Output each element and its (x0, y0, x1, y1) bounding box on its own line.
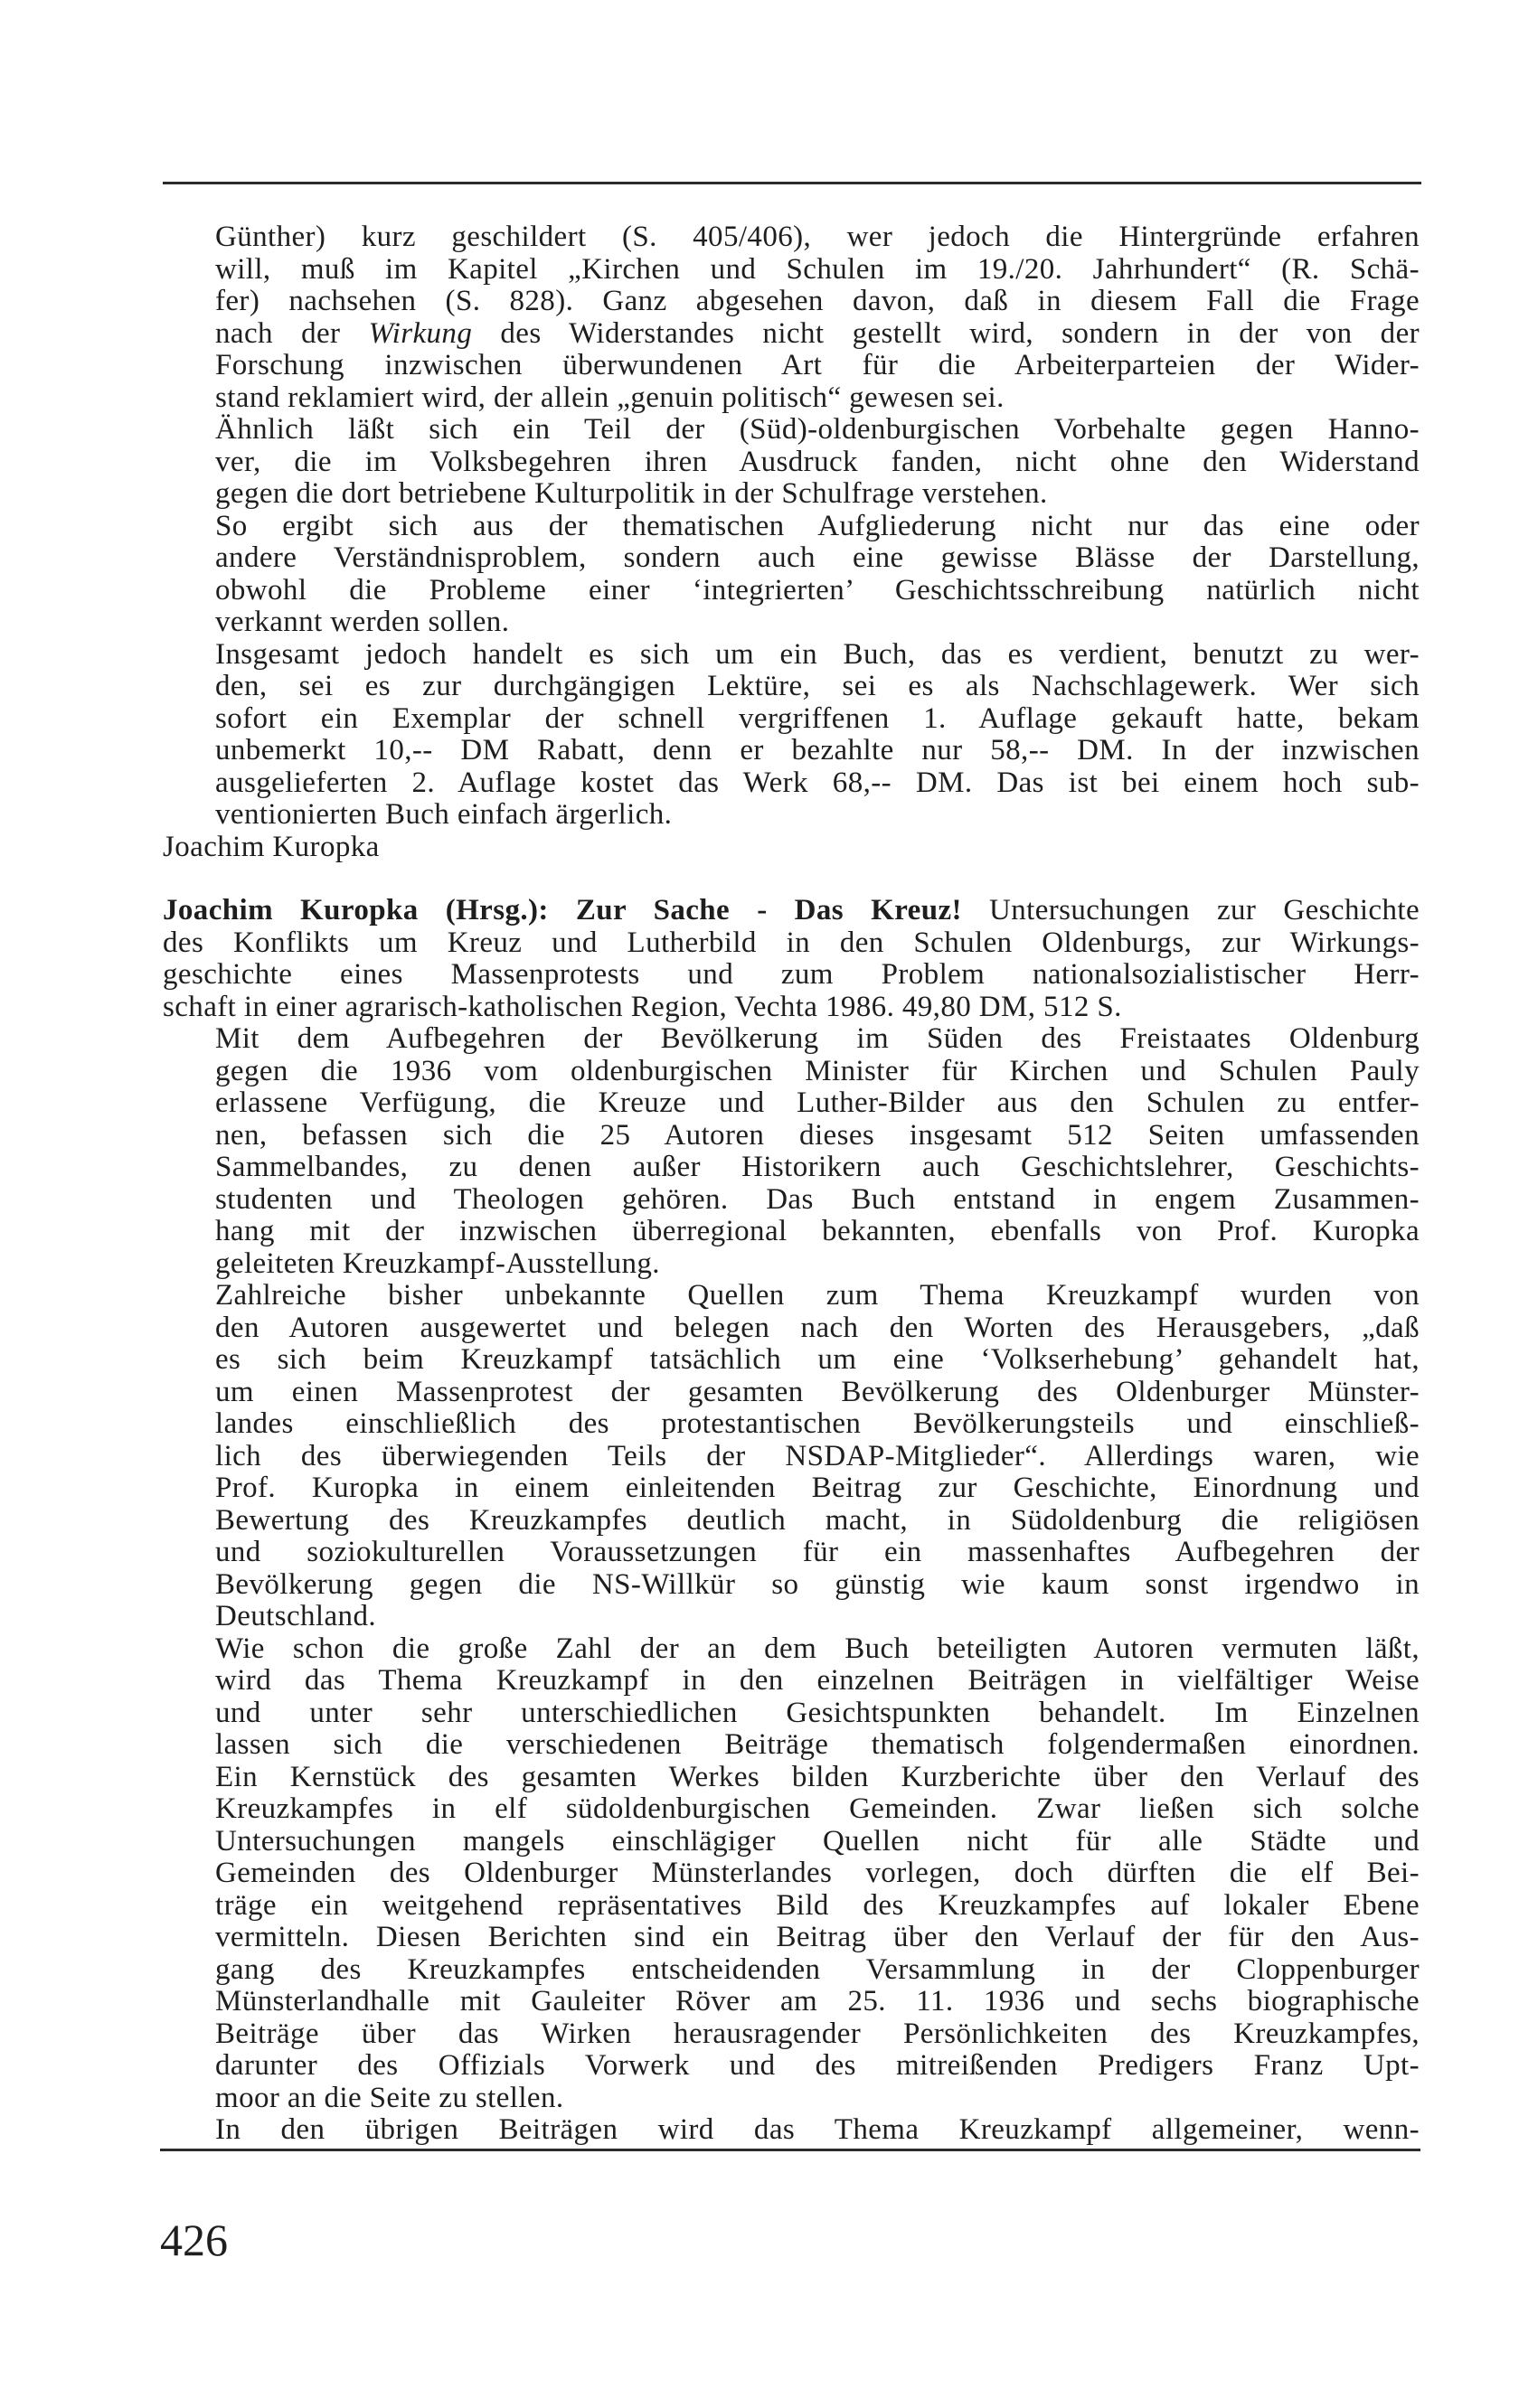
text-run: des Widerstandes nicht gestellt wird, sondern in der von der (472, 316, 1420, 350)
text-run: studenten und Theologen gehören. Das Buch entstand in engem Zusammen- (215, 1182, 1420, 1216)
text-line (215, 1858, 1420, 1890)
text-line (215, 382, 1420, 415)
text-run: den, sei es zur durchgängigen Lektüre, sei es als Nachschlagewerk. Wer sich (215, 670, 1420, 702)
text-run: Untersuchungen mangels einschlägiger Quellen nicht für alle Städte und (215, 1824, 1420, 1858)
text-run: Deutschland. (215, 1600, 377, 1632)
text-line (215, 1023, 1420, 1056)
text-run: lich des überwiegenden Teils der NSDAP-Mitglieder“. Allerdings waren, wie (215, 1439, 1420, 1472)
text-run: unbemerkt 10,-- DM Rabatt, denn er bezahlte nur 58,-- DM. In der inzwischen (215, 734, 1420, 767)
text-run: Kreuzkampfes in elf südoldenburgischen Gemeinden. Zwar ließen sich solche (215, 1792, 1420, 1825)
text-line (215, 1665, 1420, 1698)
text-line (215, 1890, 1420, 1923)
text-line (215, 575, 1420, 607)
text-line (215, 1537, 1420, 1569)
text-run: Joachim Kuropka (Hrsg.): Zur Sache - Das Kreuz! (163, 894, 962, 927)
text-run: darunter des Offizials Vorwerk und des mitreißenden Predigers Franz Upt- (215, 2049, 1420, 2082)
text-line (215, 318, 1420, 351)
text-line (215, 1441, 1420, 1473)
text-run: Wie schon die große Zahl der an dem Buch beteiligten Autoren vermuten läßt, (215, 1632, 1420, 1665)
text-line (215, 703, 1420, 736)
text-line (215, 1826, 1420, 1858)
text-line (163, 895, 1420, 927)
text-run: andere Verständnisproblem, sondern auch eine gewisse Blässe der Darstellung, (215, 541, 1420, 574)
text-run: schaft in einer agrarisch-katholischen Region, Vechta 1986. 49,80 DM, 512 S. (163, 990, 1122, 1023)
text-run: So ergibt sich aus der thematischen Aufgliederung nicht nur das eine oder (215, 509, 1420, 542)
text-line (215, 735, 1420, 767)
bottom-rule (160, 2149, 1420, 2151)
text-line (215, 799, 1420, 832)
text-run: stand reklamiert wird, der allein „genuin politisch“ gewesen sei. (215, 381, 1005, 414)
reviewer-signature: Joachim Kuropka (163, 830, 380, 863)
text-line (215, 1152, 1420, 1184)
text-line (215, 1280, 1420, 1312)
text-run: Bevölkerung gegen die NS-Willkür so günstig wie kaum sonst irgendwo in (215, 1567, 1420, 1601)
text-line (215, 1344, 1420, 1377)
text-line (215, 478, 1420, 511)
text-run: gegen die dort betriebene Kulturpolitik in der Schulfrage verstehen. (215, 477, 1048, 510)
text-run: den Autoren ausgewertet und belegen nach den Worten des Herausgebers, „daß (215, 1311, 1420, 1344)
text-line (215, 1633, 1420, 1666)
text-line (215, 1056, 1420, 1088)
text-line (215, 254, 1420, 287)
text-run: geleiteten Kreuzkampf-Ausstellung. (215, 1246, 660, 1280)
text-line (215, 1569, 1420, 1602)
text-run: träge ein weitgehend repräsentatives Bild des Kreuzkampfes auf lokaler Ebene (215, 1888, 1420, 1922)
page-number: 426 (160, 2215, 228, 2265)
text-run: gegen die 1936 vom oldenburgischen Minister für Kirchen und Schulen Pauly (215, 1054, 1420, 1087)
text-run: Forschung inzwischen überwundenen Art für die Arbeiterparteien der Wider- (215, 349, 1420, 381)
text-run: Zahlreiche bisher unbekannte Quellen zum Thema Kreuzkampf wurden von (215, 1279, 1420, 1312)
text-line (215, 2083, 1420, 2115)
text-run: geschichte eines Massenprotests und zum Problem nationalsozialistischer Herr- (163, 958, 1420, 991)
text-line (215, 1472, 1420, 1505)
text-line (215, 1087, 1420, 1120)
text-line (215, 1793, 1420, 1826)
text-line (215, 1729, 1420, 1762)
text-run: sofort ein Exemplar der schnell vergriffenen 1. Auflage gekauft hatte, bekam (215, 701, 1420, 735)
text-run: ver, die im Volksbegehren ihren Ausdruck fanden, nicht ohne den Widerstand (215, 445, 1420, 478)
review-heading (163, 895, 1420, 1023)
text-run: Günther) kurz geschildert (S. 405/406), wer jedoch die Hintergründe erfahren (215, 221, 1420, 253)
text-line (215, 2050, 1420, 2083)
text-run: ventionierten Buch einfach ärgerlich. (215, 798, 673, 831)
text-run: gang des Kreuzkampfes entscheidenden Versammlung in der Cloppenburger (215, 1952, 1420, 1986)
text-line (215, 1408, 1420, 1441)
text-run: wird das Thema Kreuzkampf in den einzelnen Beiträgen in vielfältiger Weise (215, 1664, 1420, 1697)
text-line (215, 1184, 1420, 1217)
text-run: Ähnlich läßt sich ein Teil der (Süd)-oldenburgischen Vorbehalte gegen Hanno- (215, 413, 1420, 446)
text-line (163, 959, 1420, 992)
text-run: fer) nachsehen (S. 828). Ganz abgesehen davon, daß in diesem Fall die Frage (215, 285, 1420, 317)
text-line (215, 542, 1420, 575)
text-run: erlassene Verfügung, die Kreuze und Luther-Bilder aus den Schulen zu entfer- (215, 1086, 1420, 1119)
text-run: vermitteln. Diesen Berichten sind ein Beitrag über den Verlauf der für den Aus- (215, 1921, 1420, 1953)
text-line (215, 1377, 1420, 1409)
text-line (215, 607, 1420, 639)
text-line (215, 1986, 1420, 2018)
text-run: nen, befassen sich die 25 Autoren dieses insgesamt 512 Seiten umfassenden (215, 1118, 1420, 1152)
text-line (215, 1120, 1420, 1152)
text-line (215, 221, 1420, 254)
text-line (215, 350, 1420, 382)
page-text-column (163, 221, 1420, 2147)
text-line (215, 1505, 1420, 1538)
text-line (215, 1312, 1420, 1345)
text-run: verkannt werden sollen. (215, 606, 510, 638)
text-line (215, 2114, 1420, 2147)
previous-review-body (215, 221, 1420, 832)
text-line (215, 639, 1420, 672)
text-line (215, 511, 1420, 543)
text-line (215, 414, 1420, 447)
text-run: landes einschließlich des protestantischen Bevölkerungsteils und einschließ- (215, 1407, 1420, 1440)
text-run: Untersuchungen zur Geschichte (961, 894, 1420, 927)
text-run: Gemeinden des Oldenburger Münsterlandes vorlegen, doch dürften die elf Bei- (215, 1857, 1420, 1889)
top-rule (163, 182, 1421, 184)
text-run: es sich beim Kreuzkampf tatsächlich um eine ‘Volkserhebung’ gehandelt hat, (215, 1343, 1420, 1376)
text-line (215, 1762, 1420, 1794)
text-run: und unter sehr unterschiedlichen Gesichtspunkten behandelt. Im Einzelnen (215, 1696, 1420, 1729)
text-line (215, 1216, 1420, 1248)
text-run: Mit dem Aufbegehren der Bevölkerung im Süden des Freistaates Oldenburg (215, 1022, 1420, 1055)
text-run: nach der (215, 316, 369, 350)
text-line (163, 992, 1420, 1024)
text-run: lassen sich die verschiedenen Beiträge thematisch folgendermaßen einordnen. (215, 1728, 1420, 1761)
text-run: Prof. Kuropka in einem einleitenden Beitrag zur Geschichte, Einordnung und (215, 1472, 1420, 1504)
text-run: hang mit der inzwischen überregional bekannten, ebenfalls von Prof. Kuropka (215, 1215, 1420, 1247)
text-run: Bewertung des Kreuzkampfes deutlich macht, in Südoldenburg die religiösen (215, 1503, 1420, 1537)
text-run: Beiträge über das Wirken herausragender Persönlichkeiten des Kreuzkampfes, (215, 2017, 1420, 2050)
text-run: In den übrigen Beiträgen wird das Thema Kreuzkampf allgemeiner, wenn- (215, 2113, 1420, 2146)
text-run: Ein Kernstück des gesamten Werkes bilden Kurzberichte über den Verlauf des (215, 1760, 1420, 1793)
text-line (215, 1922, 1420, 1954)
text-run: um einen Massenprotest der gesamten Bevölkerung des Oldenburger Münster- (215, 1375, 1420, 1408)
text-line (215, 767, 1420, 800)
text-run: will, muß im Kapitel „Kirchen und Schulen im 19./20. Jahrhundert“ (R. Schä- (215, 252, 1420, 286)
text-run: Insgesamt jedoch handelt es sich um ein Buch, das es verdient, benutzt zu wer- (215, 637, 1420, 671)
text-line (215, 447, 1420, 479)
text-line (215, 1698, 1420, 1730)
text-line (215, 1601, 1420, 1633)
text-line (215, 671, 1420, 703)
review-body (215, 1023, 1420, 2147)
text-run: des Konflikts um Kreuz und Lutherbild in den Schulen Oldenburgs, zur Wirkungs- (163, 926, 1420, 959)
text-line (215, 1248, 1420, 1281)
text-run: ausgelieferten 2. Auflage kostet das Werk 68,-- DM. Das ist bei einem hoch sub- (215, 766, 1420, 799)
text-run: Münsterlandhalle mit Gauleiter Röver am 25. 11. 1936 und sechs biographische (215, 1985, 1420, 2018)
text-run: Sammelbandes, zu denen außer Historikern auch Geschichtslehrer, Geschichts- (215, 1151, 1420, 1183)
text-line (215, 1954, 1420, 1987)
text-line (215, 2018, 1420, 2051)
text-line (163, 927, 1420, 960)
text-run: moor an die Seite zu stellen. (215, 2081, 564, 2114)
text-line (215, 286, 1420, 318)
text-run: obwohl die Probleme einer ‘integrierten’ Geschichtsschreibung natürlich nicht (215, 573, 1420, 607)
text-run: und soziokulturellen Voraussetzungen für ein massenhaftes Aufbegehren der (215, 1536, 1420, 1568)
text-run: Wirkung (368, 316, 473, 350)
